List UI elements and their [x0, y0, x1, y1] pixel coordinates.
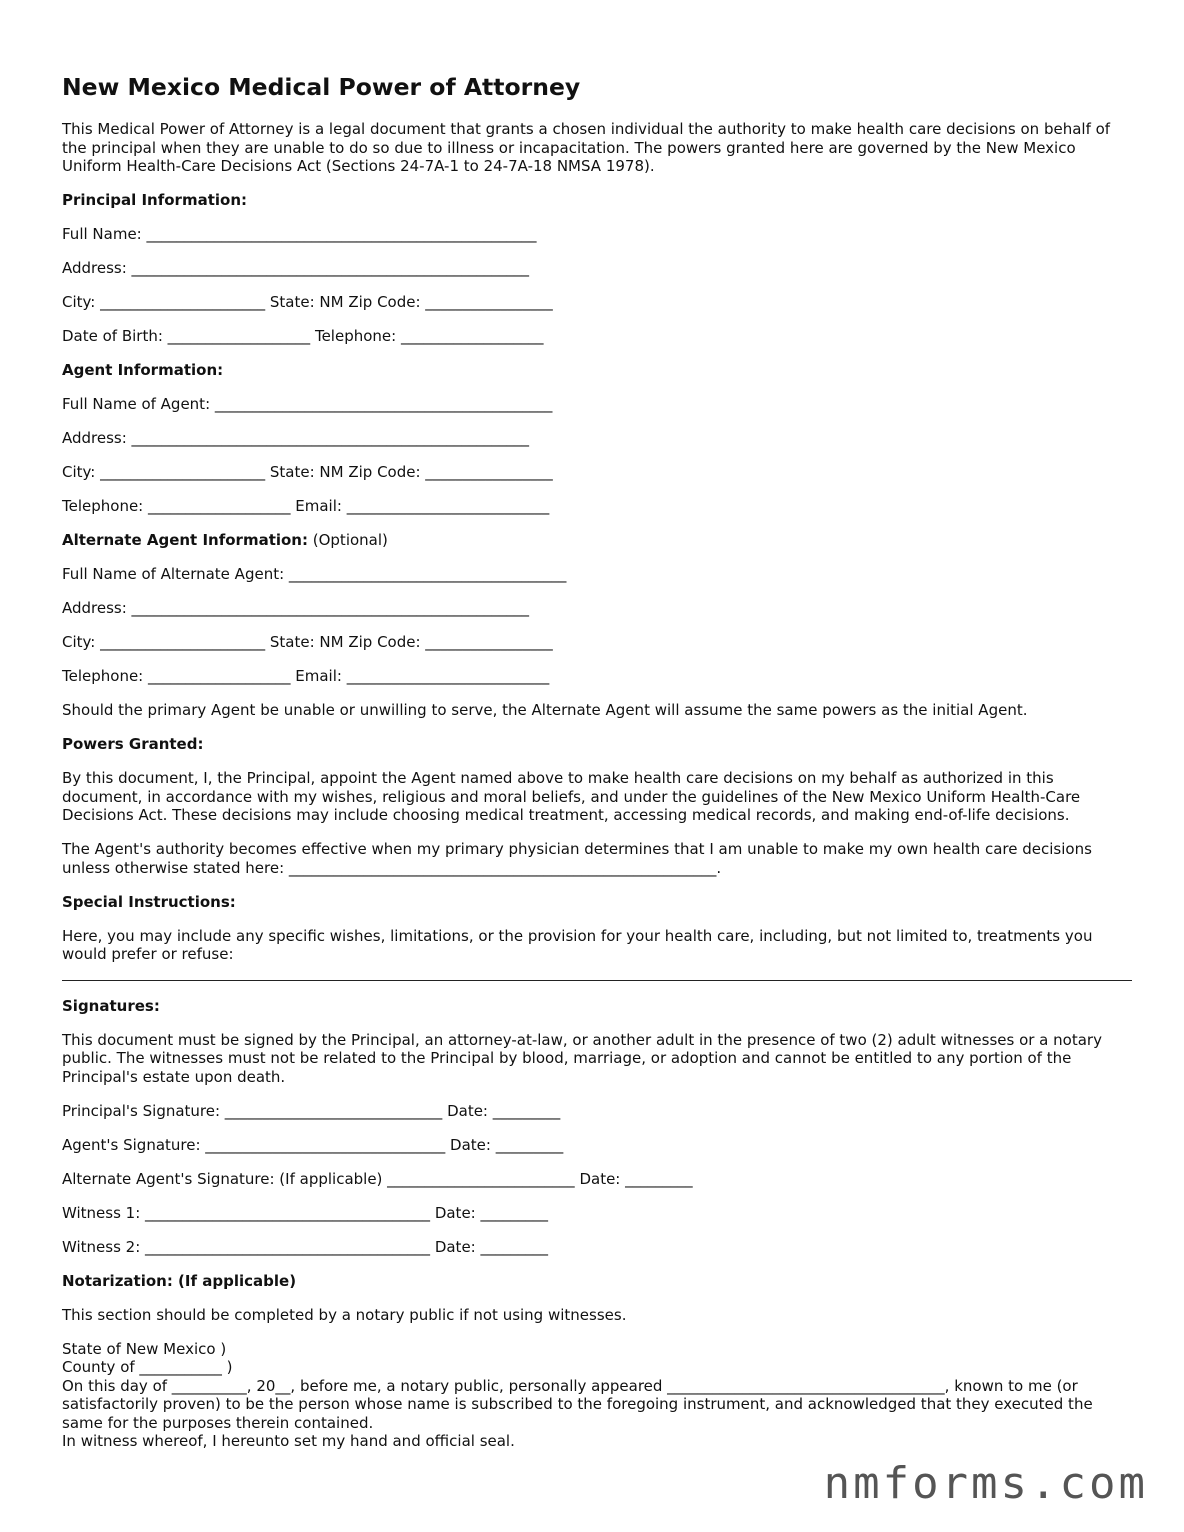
- authority-paragraph[interactable]: The Agent's authority becomes effective when my primary physician determines that I am unable to make my own health care decisions unless otherwise stated here: _________________________________________________________.: [62, 840, 1092, 877]
- notary-state: State of New Mexico ): [62, 1339, 227, 1358]
- notary-block: [62, 1340, 1134, 1433]
- agent-heading: Agent Information:: [62, 361, 224, 379]
- alternate-signature-field[interactable]: Alternate Agent's Signature: (If applicable) _________________________ Date: _________: [62, 1169, 693, 1188]
- intro-paragraph: This Medical Power of Attorney is a legal document that grants a chosen individual the authority to make health care decisions on behalf of the principal when they are unable to do so due to illness or incapacitation. The powers granted here are governed by the New Mexico Uniform Health-Care Decisions Act (Sections 24-7A-1 to 24-7A-18 NMSA 1978).: [62, 120, 1111, 175]
- witness-2-field[interactable]: Witness 2: ______________________________________ Date: _________: [62, 1237, 548, 1256]
- notary-body[interactable]: On this day of __________, 20__, before me, a notary public, personally appeared _____________________________________, known to me (or satisfactorily proven) to be the person whose name is subscribed to the foregoing instrument, and acknowledged that they executed the same for the purposes therein contained.: [62, 1376, 1093, 1432]
- agent-city-state-zip-field[interactable]: City: ______________________ State: NM Zip Code: _________________: [62, 463, 553, 481]
- principal-dob-phone-field[interactable]: Date of Birth: ___________________ Telephone: ___________________: [62, 327, 544, 345]
- principal-heading: Principal Information:: [62, 191, 248, 209]
- principal-signature-field[interactable]: Principal's Signature: _____________________________ Date: _________: [62, 1101, 561, 1120]
- notary-witness-statement: In witness whereof, I hereunto set my hand and official seal.: [62, 1432, 515, 1450]
- alternate-city-state-zip-field[interactable]: City: ______________________ State: NM Zip Code: _________________: [62, 633, 553, 651]
- powers-paragraph: By this document, I, the Principal, appoint the Agent named above to make health care decisions on my behalf as authorized in this document, in accordance with my wishes, religious and moral beliefs, and under the guidelines of the New Mexico Uniform Health-Care Decisions Act. These decisions may include choosing medical treatment, accessing medical records, and making end-of-life decisions.: [62, 769, 1081, 824]
- witness-1-field[interactable]: Witness 1: ______________________________________ Date: _________: [62, 1203, 548, 1222]
- document-page: [62, 72, 1134, 1451]
- agent-address-field[interactable]: Address: _____________________________________________________: [62, 429, 530, 447]
- alternate-heading: Alternate Agent Information:: [62, 531, 308, 549]
- principal-city-state-zip-field[interactable]: City: ______________________ State: NM Zip Code: _________________: [62, 293, 553, 311]
- agent-phone-email-field[interactable]: Telephone: ___________________ Email: ___________________________: [62, 497, 550, 515]
- alternate-address-field[interactable]: Address: _____________________________________________________: [62, 599, 530, 617]
- special-instructions-paragraph: Here, you may include any specific wishes, limitations, or the provision for your health care, including, but not limited to, treatments you would prefer or refuse:: [62, 926, 1093, 963]
- agent-full-name-field[interactable]: Full Name of Agent: _____________________________________________: [62, 395, 553, 413]
- notarization-heading: Notarization: (If applicable): [62, 1271, 297, 1290]
- alternate-phone-email-field[interactable]: Telephone: ___________________ Email: ___________________________: [62, 667, 550, 685]
- notarization-intro: This section should be completed by a notary public if not using witnesses.: [62, 1305, 627, 1324]
- alternate-heading-line: [62, 531, 1134, 550]
- alternate-full-name-field[interactable]: Full Name of Alternate Agent: _____________________________________: [62, 565, 567, 583]
- alternate-agent-note: Should the primary Agent be unable or unwilling to serve, the Alternate Agent will assume the same powers as the initial Agent.: [62, 701, 1028, 719]
- document-title: New Mexico Medical Power of Attorney: [62, 73, 581, 101]
- principal-full-name-field[interactable]: Full Name: ____________________________________________________: [62, 225, 537, 243]
- special-instructions-heading: Special Instructions:: [62, 892, 236, 911]
- powers-heading: Powers Granted:: [62, 735, 204, 753]
- principal-address-field[interactable]: Address: _____________________________________________________: [62, 259, 530, 277]
- signatures-paragraph: This document must be signed by the Principal, an attorney-at-law, or another adult in the presence of two (2) adult witnesses or a notary public. The witnesses must not be related to the Principal by blood, marriage, or adoption and cannot be entitled to any portion of the Principal's estate upon death.: [62, 1030, 1102, 1086]
- special-instructions-line[interactable]: [62, 980, 1132, 981]
- alternate-optional-note: (Optional): [307, 531, 388, 549]
- signatures-heading: Signatures:: [62, 996, 160, 1015]
- site-watermark: nmforms.com: [823, 1458, 1148, 1509]
- agent-signature-field[interactable]: Agent's Signature: ________________________________ Date: _________: [62, 1135, 564, 1154]
- notary-county-field[interactable]: County of ___________ ): [62, 1358, 233, 1376]
